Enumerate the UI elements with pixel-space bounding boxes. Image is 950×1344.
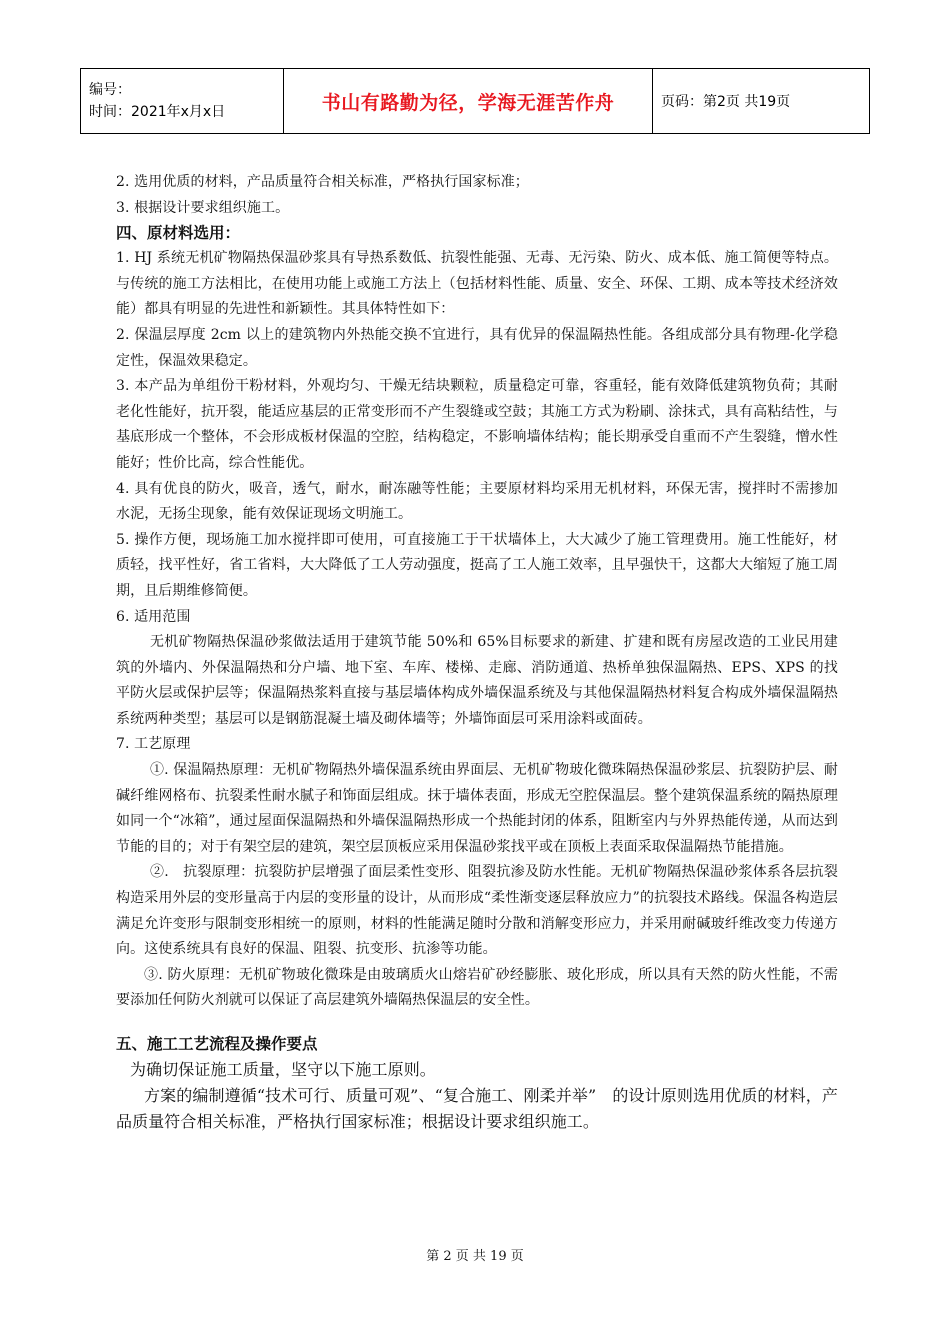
page-footer: 第 2 页 共 19 页 [426, 1249, 524, 1264]
paragraph-item-3: 3. 根据设计要求组织施工。 [116, 199, 290, 216]
section-4-item-3: 3. 本产品为单组份干粉材料，外观均匀、干燥无结块颗粒，质量稳定可靠，容重轻，能有效降低建筑物负荷；其耐老化性能好，抗开裂，能适应基层的正常变形而不产生裂缝或空鼓；其施工方式为粉刷、涂抹式，具有高粘结性，与基底形成一个整体，不会形成板材保温的空腔，结构稳定，不影响墙体结构；能长期承受自重而不产生裂缝，憎水性能好；性价比高，综合性能优。 [116, 378, 838, 471]
document-number-label: 编号： [89, 82, 131, 98]
section-5-paragraph-1: 为确切保证施工质量，坚守以下施工原则。 [130, 1060, 436, 1079]
document-body [116, 170, 838, 1135]
section-4-item-1: 1. HJ 系统无机矿物隔热保温砂浆具有导热系数低、抗裂性能强、无毒、无污染、防火、成本低、施工简便等特点。与传统的施工方法相比，在使用功能上或施工方法上（包括材料性能、质量、安全、环保、工期、成本等技术经济效能）都具有明显的先进性和新颖性。其具体特性如下： [116, 250, 838, 318]
section-4-item-4: 4. 具有优良的防火，吸音，透气，耐水，耐冻融等性能；主要原材料均采用无机材料，环保无害，搅拌时不需掺加水泥，无扬尘现象，能有效保证现场文明施工。 [116, 480, 838, 523]
section-4-heading: 四、原材料选用： [116, 224, 241, 243]
header-page-info: 页码：第2页 共19页 [653, 69, 870, 134]
section-4-item-6: 6. 适用范围 [116, 608, 191, 625]
document-date: 时间：2021年x月x日 [89, 104, 226, 120]
header-table [80, 68, 870, 134]
principle-insulation: ①. 保温隔热原理：无机矿物隔热外墙保温系统由界面层、无机矿物玻化微珠隔热保温砂浆层、抗裂防护层、耐碱纤维网格布、抗裂柔性耐水腻子和饰面层组成。抹于墙体表面，形成无空腔保温层。整个建筑保温系统的隔热原理如同一个“冰箱”，通过屋面保温隔热和外墙保温隔热形成一个热能封闭的体系，阻断室内与外界热能传递，从而达到节能的目的；对于有架空层的建筑，架空层顶板应采用保温砂浆找平或在顶板上表面采取保温隔热节能措施。 [116, 762, 838, 855]
section-5-paragraph-2: 方案的编制遵循“技术可行、质量可观”、“复合施工、刚柔并举” 的设计原则选用优质的材料，产品质量符合相关标准，严格执行国家标准；根据设计要求组织施工。 [116, 1086, 838, 1131]
section-4-item-5: 5. 操作方便，现场施工加水搅拌即可使用，可直接施工于干状墙体上，大大减少了施工管理费用。施工性能好，材质轻，找平性好，省工省料，大大降低了工人劳动强度，挺高了工人施工效率，且早强快干，这都大大缩短了施工周期，且后期维修简便。 [116, 531, 838, 599]
scope-paragraph: 无机矿物隔热保温砂浆做法适用于建筑节能 50%和 65%目标要求的新建、扩建和既有房屋改造的工业民用建筑的外墙内、外保温隔热和分户墙、地下室、车库、楼梯、走廊、消防通道、热桥单独保温隔热、EPS、XPS 的找平防火层或保护层等；保温隔热浆料直接与基层墙体构成外墙保温系统及与其他保温隔热材料复合构成外墙保温隔热系统两种类型；基层可以是钢筋混凝土墙及砌体墙等；外墙饰面层可采用涂料或面砖。 [116, 634, 838, 727]
section-4-item-2: 2. 保温层厚度 2cm 以上的建筑物内外热能交换不宜进行，具有优异的保温隔热性能。各组成部分具有物理-化学稳定性，保温效果稳定。 [116, 326, 838, 369]
header-left-cell [81, 69, 284, 134]
paragraph-item-2: 2. 选用优质的材料，产品质量符合相关标准，严格执行国家标准； [116, 174, 529, 190]
header-motto: 书山有路勤为径，学海无涯苦作舟 [284, 69, 653, 134]
principle-heading: 7. 工艺原理 [116, 736, 191, 753]
section-gap [116, 1014, 838, 1032]
principle-crack-resistance: ②. 抗裂原理：抗裂防护层增强了面层柔性变形、阻裂抗渗及防水性能。无机矿物隔热保温砂浆体系各层抗裂构造采用外层的变形量高于内层的变形量的设计，从而形成“柔性渐变逐层释放应力”的抗裂技术路线。保温各构造层满足允许变形与限制变形相统一的原则，材料的性能满足随时分散和消解变形应力，并采用耐碱玻纤维改变力传递方向。这使系统具有良好的保温、阻裂、抗变形、抗渗等功能。 [116, 864, 838, 958]
principle-fireproof: ③. 防火原理：无机矿物玻化微珠是由玻璃质火山熔岩矿砂经膨胀、玻化形成，所以具有天然的防火性能，不需要添加任何防火剂就可以保证了高层建筑外墙隔热保温层的安全性。 [116, 966, 838, 1009]
section-5-heading: 五、施工工艺流程及操作要点 [116, 1035, 318, 1053]
